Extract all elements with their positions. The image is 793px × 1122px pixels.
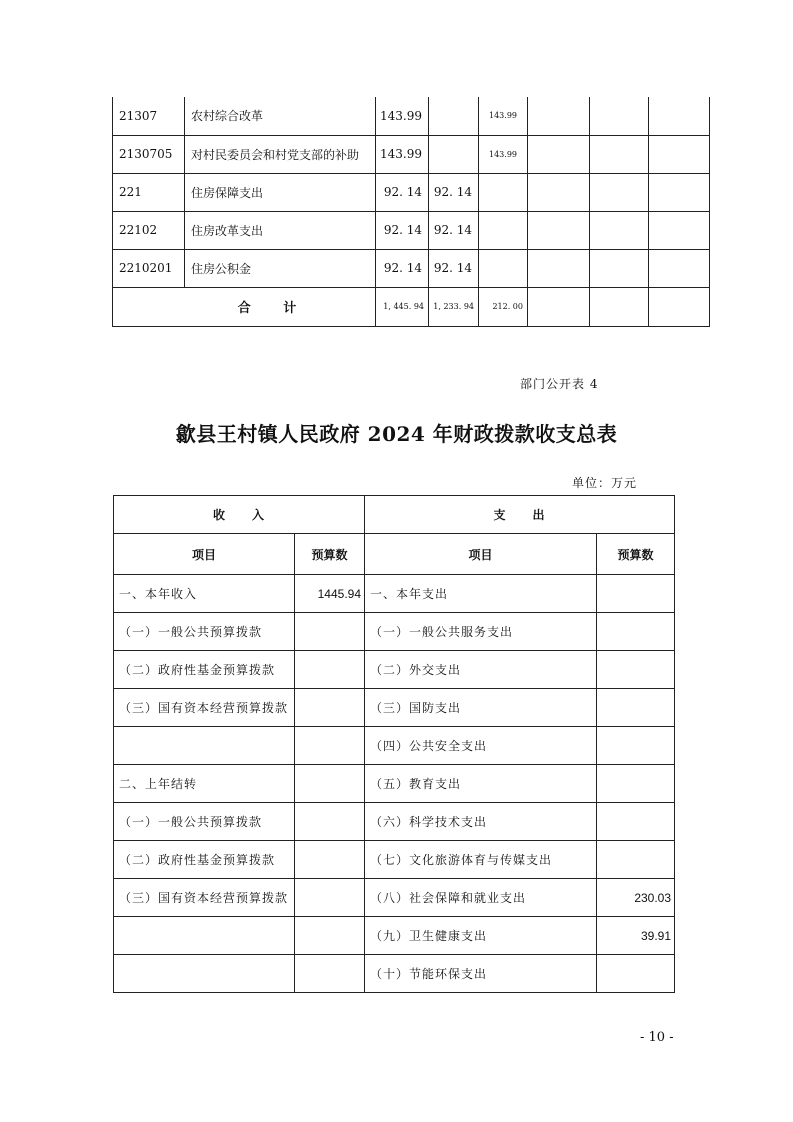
row-name: 住房改革支出 [185, 211, 376, 249]
income-header: 收 入 [114, 496, 365, 534]
income-value: 1445.94 [295, 575, 365, 613]
table-row [114, 917, 675, 955]
income-value [295, 765, 365, 803]
income-item [114, 955, 295, 993]
income-value [295, 689, 365, 727]
income-value [295, 727, 365, 765]
income-value [295, 841, 365, 879]
form-label: 部门公开表 4 [520, 377, 599, 391]
income-item: （二）政府性基金预算拨款 [114, 651, 295, 689]
page-number: - 10 - [640, 1030, 674, 1045]
basic-total-value: 1, 233. 94 [429, 287, 479, 326]
expense-item: （三）国防支出 [365, 689, 597, 727]
row-basic [429, 97, 479, 135]
expense-value [597, 955, 675, 993]
row-code: 221 [113, 173, 185, 211]
row-basic: 92. 14 [429, 249, 479, 287]
expense-budget-header: 预算数 [597, 534, 675, 575]
table-row [114, 879, 675, 917]
row-project [479, 211, 528, 249]
summary-table [113, 495, 675, 993]
row-name: 住房保障支出 [185, 173, 376, 211]
income-item: 二、上年结转 [114, 765, 295, 803]
row-empty [528, 173, 590, 211]
row-empty [528, 97, 590, 135]
row-empty [649, 249, 710, 287]
row-empty [590, 287, 649, 326]
income-item: （三）国有资本经营预算拨款 [114, 879, 295, 917]
income-value [295, 955, 365, 993]
table-row [114, 841, 675, 879]
row-empty [649, 173, 710, 211]
table-row [114, 689, 675, 727]
row-code: 21307 [113, 97, 185, 135]
total-value: 1, 445. 94 [376, 287, 429, 326]
expense-value [597, 575, 675, 613]
expense-value [597, 689, 675, 727]
table-row [114, 575, 675, 613]
income-value [295, 917, 365, 955]
income-item: （三）国有资本经营预算拨款 [114, 689, 295, 727]
row-code: 22102 [113, 211, 185, 249]
top-budget-table [112, 97, 710, 327]
row-total: 92. 14 [376, 249, 429, 287]
table-row [113, 173, 710, 211]
table-row [113, 135, 710, 173]
row-basic [429, 135, 479, 173]
income-value [295, 651, 365, 689]
expense-item: （九）卫生健康支出 [365, 917, 597, 955]
expense-item: （六）科学技术支出 [365, 803, 597, 841]
row-empty [528, 211, 590, 249]
expense-item: （一）一般公共服务支出 [365, 613, 597, 651]
row-project: 143.99 [479, 135, 528, 173]
expense-item: （五）教育支出 [365, 765, 597, 803]
row-empty [649, 97, 710, 135]
table-row [114, 765, 675, 803]
table-row [114, 727, 675, 765]
income-item: （一）一般公共预算拨款 [114, 613, 295, 651]
expense-item: （七）文化旅游体育与传媒支出 [365, 841, 597, 879]
income-item: （二）政府性基金预算拨款 [114, 841, 295, 879]
expense-value [597, 841, 675, 879]
table-row [114, 955, 675, 993]
row-empty [590, 211, 649, 249]
row-empty [649, 211, 710, 249]
row-total: 143.99 [376, 97, 429, 135]
table-row [113, 211, 710, 249]
income-value [295, 613, 365, 651]
unit-label: 单位：万元 [572, 476, 638, 490]
row-name: 住房公积金 [185, 249, 376, 287]
expense-item: （四）公共安全支出 [365, 727, 597, 765]
expense-value [597, 765, 675, 803]
total-label: 合 计 [113, 287, 376, 326]
income-item [114, 917, 295, 955]
table-row [113, 249, 710, 287]
expense-value: 39.91 [597, 917, 675, 955]
expense-item-header: 项目 [365, 534, 597, 575]
row-total: 92. 14 [376, 211, 429, 249]
project-total-value: 212. 00 [479, 287, 528, 326]
row-code: 2210201 [113, 249, 185, 287]
income-value [295, 879, 365, 917]
expense-value [597, 727, 675, 765]
row-code: 2130705 [113, 135, 185, 173]
row-empty [590, 173, 649, 211]
expense-item: （八）社会保障和就业支出 [365, 879, 597, 917]
row-empty [649, 135, 710, 173]
row-name: 对村民委员会和村党支部的补助 [185, 135, 376, 173]
expense-value [597, 613, 675, 651]
table-row [114, 651, 675, 689]
row-total: 143.99 [376, 135, 429, 173]
income-item: 一、本年收入 [114, 575, 295, 613]
row-name: 农村综合改革 [185, 97, 376, 135]
income-item-header: 项目 [114, 534, 295, 575]
expense-item: 一、本年支出 [365, 575, 597, 613]
row-empty [590, 97, 649, 135]
total-row [113, 287, 710, 326]
table-row [113, 97, 710, 135]
row-empty [528, 249, 590, 287]
row-project [479, 249, 528, 287]
income-item [114, 727, 295, 765]
table-row [114, 803, 675, 841]
row-basic: 92. 14 [429, 211, 479, 249]
row-empty [649, 287, 710, 326]
row-empty [590, 249, 649, 287]
income-budget-header: 预算数 [295, 534, 365, 575]
row-project [479, 173, 528, 211]
row-project: 143.99 [479, 97, 528, 135]
income-item: （一）一般公共预算拨款 [114, 803, 295, 841]
expense-value [597, 651, 675, 689]
row-empty [528, 135, 590, 173]
row-empty [590, 135, 649, 173]
income-value [295, 803, 365, 841]
page-title: 歙县王村镇人民政府 2024 年财政拨款收支总表 [175, 422, 618, 446]
expense-item: （十）节能环保支出 [365, 955, 597, 993]
table-row [114, 613, 675, 651]
expense-item: （二）外交支出 [365, 651, 597, 689]
expense-value [597, 803, 675, 841]
row-basic: 92. 14 [429, 173, 479, 211]
row-empty [528, 287, 590, 326]
row-total: 92. 14 [376, 173, 429, 211]
expense-value: 230.03 [597, 879, 675, 917]
expense-header: 支 出 [365, 496, 675, 534]
